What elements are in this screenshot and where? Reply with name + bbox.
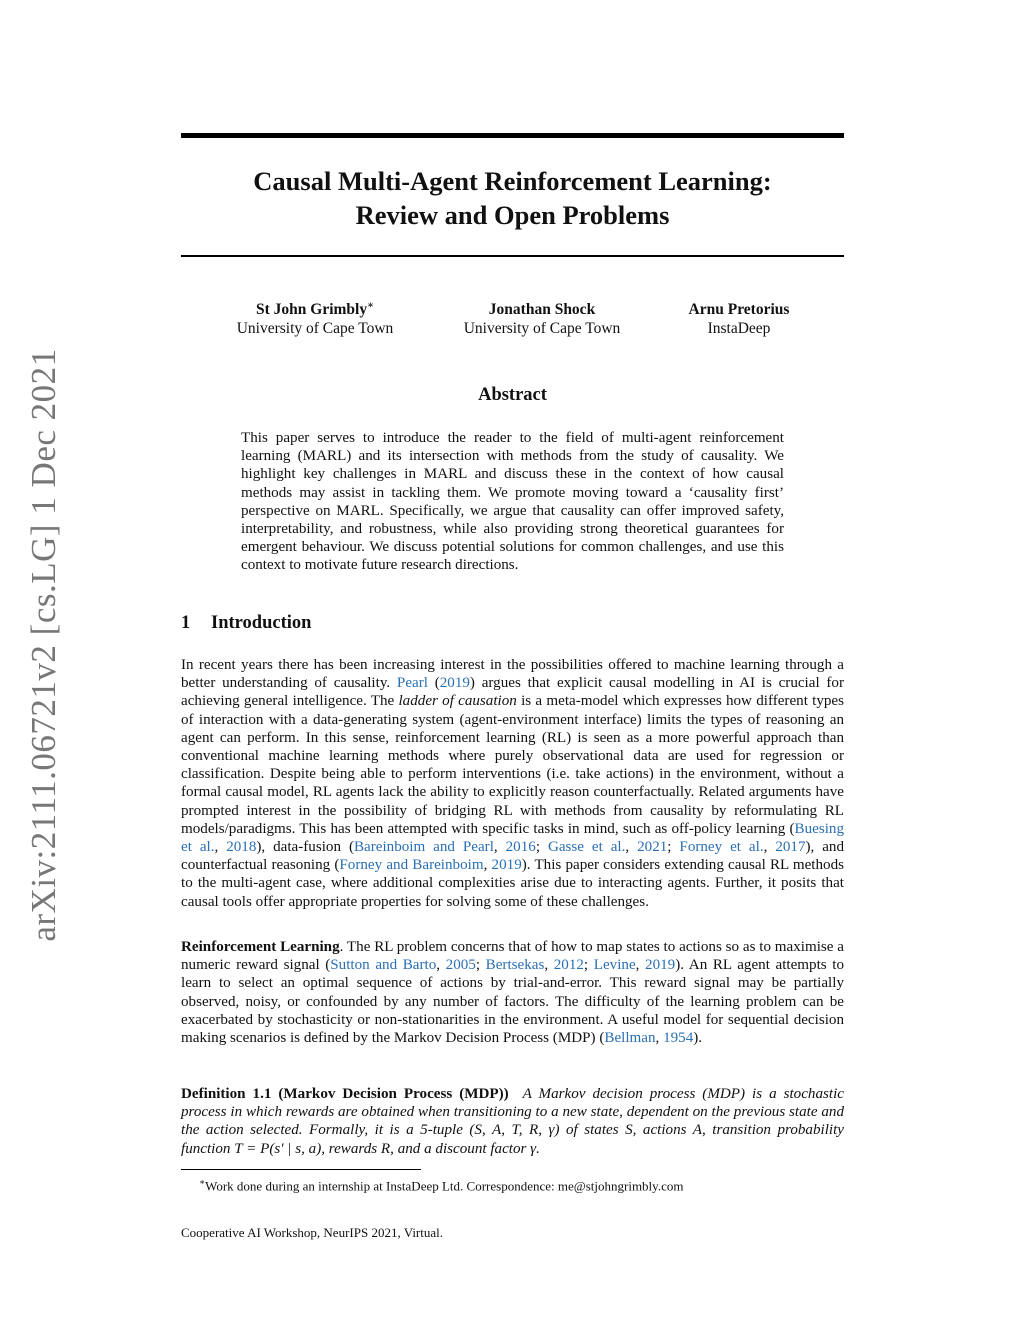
citation-year-link[interactable]: 2005 [445, 957, 476, 974]
author-1 [215, 300, 415, 338]
citation-link[interactable]: Forney and Bareinboim [339, 857, 484, 874]
text-run: , [493, 839, 506, 856]
author-2-affiliation: University of Cape Town [463, 320, 621, 337]
text-run: , transition probability function [181, 1122, 844, 1157]
text-run: is a meta-model which expresses how different types of interaction with a data-generating system (agent-environment interface) limits the types of reasoning an agent can perform. In this sense, reinforcement learning (RL) is seen as a more powerful approach than conventional machine learning methods where purely observational data are used for regression or classification. Despite being able to perform interventions (i.e. take actions) in the environment, without a formal causal model, RL agents lack the ability to explicitly reason counterfactually. Related arguments have prompted interest in the possibility of bridging RL with methods from causality by reformulating RL models/paradigms. This has been attempted with specific tasks in mind, such as off-policy learning ( [181, 693, 844, 837]
paper-title [181, 164, 844, 232]
citation-link[interactable]: Bareinboim and Pearl [353, 839, 494, 856]
text-run: ), data-fusion ( [256, 839, 354, 856]
text-run: , actions [632, 1122, 693, 1139]
text-run: , [655, 1030, 664, 1047]
citation-link[interactable]: Sutton and Barto [330, 957, 437, 974]
intro-paragraph [181, 656, 844, 911]
text-run: ; [535, 839, 548, 856]
arxiv-sidebar-stamp: arXiv:2111.06721v2 [cs.LG] 1 Dec 2021 [24, 348, 63, 942]
text-run: ; [475, 957, 486, 974]
definition-block [181, 1085, 844, 1158]
math-expression: S [625, 1122, 633, 1139]
text-run: ). An RL agent attempts to learn to select an optimal sequence of actions by trial-and-error. This reward signal may be partially observed, noisy, or confounded by any number of factors. The difficulty of the learning problem can be exacerbated by stochasticity or non-stationarities in the environment. A useful model for sequential decision making scenarios is defined by the Markov Decision Process (MDP) ( [181, 957, 845, 1047]
citation-year-link[interactable]: 2018 [226, 839, 257, 856]
text-run: , [436, 957, 446, 974]
citation-link[interactable]: Levine [593, 957, 636, 974]
text-run: . The RL problem concerns that of how to map states to actions so as to maximise a numeric reward signal ( [181, 939, 844, 974]
text-run: , [625, 839, 638, 856]
citation-link[interactable]: Pearl [396, 675, 428, 692]
citation-link[interactable]: Gasse et al. [547, 839, 626, 856]
rl-paragraph [181, 938, 844, 1047]
text-run: In recent years there has been increasing interest in the possibilities offered to machine learning through a better understanding of causality. [181, 657, 844, 692]
text-run: ). [693, 1030, 703, 1047]
math-expression: A [692, 1122, 702, 1139]
text-run: ), and counterfactual reasoning ( [181, 839, 845, 874]
text-run: , [763, 839, 776, 856]
footnote [199, 1174, 683, 1194]
title-line-2: Review and Open Problems [355, 200, 670, 230]
citation-link[interactable]: Bellman [604, 1030, 656, 1047]
text-run: ; [583, 957, 594, 974]
citation-year-link[interactable]: 2019 [491, 857, 522, 874]
text-run: , [544, 957, 554, 974]
author-1-affiliation: University of Cape Town [236, 320, 394, 337]
footnote-rule [181, 1169, 421, 1170]
author-3 [664, 300, 814, 338]
citation-year-link[interactable]: 2021 [637, 839, 668, 856]
citation-year-link[interactable]: 2012 [553, 957, 584, 974]
citation-year-link[interactable]: 2017 [775, 839, 806, 856]
math-expression: (S, A, T, R, γ) [469, 1122, 560, 1139]
title-bottom-rule [181, 255, 844, 257]
text-run: . [536, 1140, 540, 1157]
text-run: ( [427, 675, 440, 692]
citation-year-link[interactable]: 2016 [505, 839, 536, 856]
text-run: ) argues that explicit causal modelling in AI is crucial for achieving general intelligence. The [181, 675, 845, 710]
title-top-rule [181, 133, 844, 138]
definition-heading: Definition 1.1 (Markov Decision Process (MDP)) [181, 1086, 509, 1102]
math-expression: R [380, 1140, 391, 1157]
author-1-name: St John Grimbly [255, 301, 368, 318]
text-run: ). This paper considers extending causal RL methods to the multi-agent case, where additional complexities arise due to interacting agents. Further, it posits that causal tools offer appropriate properties for solving some of these challenges. [181, 857, 844, 910]
citation-year-link[interactable]: 2019 [645, 957, 676, 974]
author-3-name: Arnu Pretorius [688, 301, 790, 318]
math-expression: γ [530, 1140, 537, 1157]
title-line-1: Causal Multi-Agent Reinforcement Learning: [253, 166, 772, 196]
citation-link[interactable]: Bertsekas [485, 957, 545, 974]
emphasis-term: ladder of causation [398, 693, 517, 710]
math-expression: T = P(s′ | s, a) [234, 1140, 322, 1157]
venue-footer: Cooperative AI Workshop, NeurIPS 2021, Virtual. [181, 1225, 443, 1240]
author-3-affiliation: InstaDeep [707, 320, 771, 337]
text-run: of states [559, 1122, 626, 1139]
citation-link[interactable]: Buesing et al. [181, 820, 844, 856]
text-run: , [214, 839, 227, 856]
text-run: A Markov decision process (MDP) is a stochastic process in which rewards are obtained when transitioning to a new state, dependent on the previous state and the action selected. Formally, it is a 5-tuple [181, 1086, 844, 1139]
author-2-name: Jonathan Shock [488, 301, 596, 318]
text-run: , and a discount factor [390, 1140, 531, 1157]
citation-year-link[interactable]: 2019 [439, 675, 470, 692]
abstract-text: This paper serves to introduce the reader to the field of multi-agent reinforcement learning (MARL) and its intersection with methods from the study of causality. We highlight key challenges in MARL and discuss these in the context of how causal methods may assist in tackling them. We promote moving toward a ‘causality first’ perspective on MARL. Specifically, we argue that causality can offer improved safety, interpretability, and robustness, while also providing strong theoretical guarantees for emergent behaviour. We discuss potential solutions for common challenges, and use this context to motivate future research directions. [241, 430, 784, 574]
citation-year-link[interactable]: 1954 [663, 1030, 694, 1047]
section-title: Introduction [211, 613, 312, 633]
footnote-text: Work done during an internship at InstaDeep Ltd. Correspondence: me@stjohngrimbly.com [205, 1178, 684, 1194]
text-run: , [483, 857, 492, 874]
footnote-mark: ∗ [199, 1177, 206, 1187]
author-1-footnote-mark: ∗ [367, 299, 375, 311]
author-2 [442, 300, 642, 338]
text-run: ; [667, 839, 680, 856]
section-number: 1 [181, 613, 191, 633]
text-run: , rewards [321, 1140, 381, 1157]
citation-link[interactable]: Forney et al. [679, 839, 764, 856]
abstract-heading: Abstract [478, 385, 547, 405]
text-run: , [635, 957, 646, 974]
paragraph-heading: Reinforcement Learning [181, 939, 340, 955]
section-heading [181, 613, 311, 634]
